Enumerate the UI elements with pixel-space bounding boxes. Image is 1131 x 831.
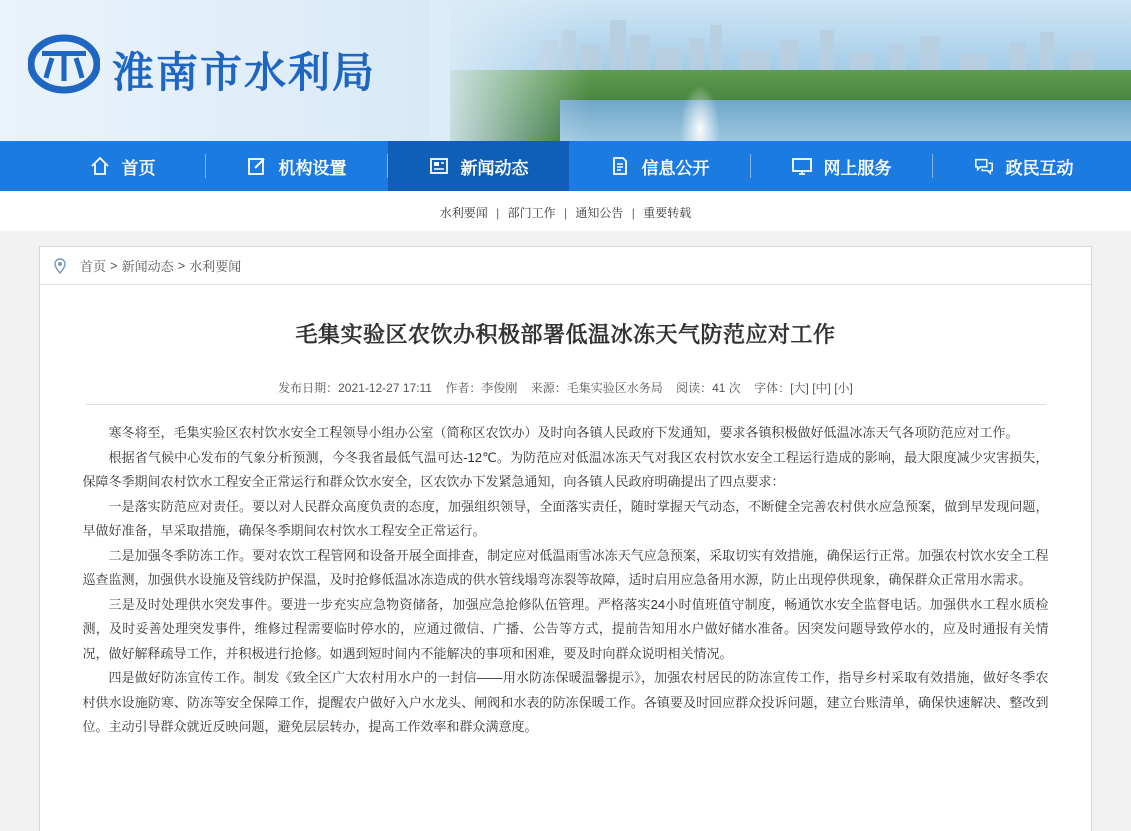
font-medium-button[interactable]: [中] bbox=[812, 381, 831, 395]
source: 毛集实验区水务局 bbox=[566, 381, 663, 395]
main-nav bbox=[0, 141, 1131, 191]
edit-icon bbox=[247, 156, 267, 176]
banner-lake bbox=[560, 100, 1131, 141]
banner-fade bbox=[430, 0, 590, 141]
nav-label: 机构设置 bbox=[278, 158, 347, 178]
home-icon bbox=[90, 156, 110, 176]
site-title[interactable]: 淮南市水利局 bbox=[112, 48, 377, 97]
author: 李俊刚 bbox=[481, 381, 518, 395]
publish-date: 2021-12-27 17:11 bbox=[338, 381, 432, 395]
subnav-department-work[interactable]: 部门工作 bbox=[507, 206, 556, 220]
article-meta bbox=[86, 379, 1046, 405]
article-paragraph: 二是加强冬季防冻工作。要对农饮工程管网和设备开展全面排查，制定应对低温雨雪冰冻天气应急预案，采取切实有效措施，确保运行正常。加强农村饮水安全工程巡查监测，加强供水设施及管线防护保温，及时抢修低温冰冻造成的供水管线塌弯冻裂等故障，适时启用应急备用水源，防止出现停供现象，确保群众正常用水需求。 bbox=[82, 547, 1049, 587]
nav-item-interaction[interactable] bbox=[933, 141, 1114, 191]
newspaper-icon bbox=[429, 156, 449, 176]
nav-item-home[interactable] bbox=[40, 141, 205, 191]
article-paragraph: 寒冬将至，毛集实验区农村饮水安全工程领导小组办公室（简称区农饮办）及时向各镇人民政府下发通知，要求各镇积极做好低温冰冻天气各项防范应对工作。 bbox=[108, 425, 1019, 440]
source-label: 来源： bbox=[530, 381, 567, 395]
document-icon bbox=[610, 156, 630, 176]
article-paragraph: 四是做好防冻宣传工作。制发《致全区广大农村用水户的一封信——用水防冻保暖温馨提示》，加强农村居民的防冻宣传工作，指导乡村采取有效措施，做好冬季农村供水设施防寒、防冻等安全保障工作，提醒农户做好入户水龙头、闸阀和水表的防冻保暖工作。各镇要及时回应群众投诉问题，建立台账清单，确保快速解决、整改到位。主动引导群众就近反映问题，避免层层转办，提高工作效率和群众满意度。 bbox=[82, 670, 1049, 734]
date-label: 发布日期： bbox=[278, 381, 339, 395]
chat-icon bbox=[974, 156, 994, 176]
location-pin-icon bbox=[52, 258, 68, 274]
views-unit: 次 bbox=[728, 381, 741, 395]
nav-item-online-service[interactable] bbox=[751, 141, 932, 191]
header-banner bbox=[0, 0, 1131, 141]
subnav-water-news[interactable]: 水利要闻 bbox=[439, 206, 488, 220]
subnav-notices[interactable]: 通知公告 bbox=[575, 206, 624, 220]
breadcrumb-separator: > bbox=[177, 258, 186, 273]
nav-label: 政民互动 bbox=[1005, 158, 1074, 178]
author-label: 作者： bbox=[445, 381, 482, 395]
article-container bbox=[39, 246, 1092, 831]
banner-fountain bbox=[680, 85, 720, 141]
nav-label: 信息公开 bbox=[641, 158, 710, 178]
sub-nav bbox=[0, 191, 1131, 231]
breadcrumb-news[interactable]: 新闻动态 bbox=[121, 259, 174, 274]
nav-label: 首页 bbox=[121, 158, 156, 178]
nav-label: 新闻动态 bbox=[460, 158, 529, 178]
article-body bbox=[83, 421, 1049, 740]
water-bureau-logo-icon[interactable] bbox=[28, 34, 100, 94]
breadcrumb-home[interactable]: 首页 bbox=[80, 259, 107, 274]
breadcrumb bbox=[40, 247, 1091, 285]
nav-item-organization[interactable] bbox=[206, 141, 387, 191]
subnav-reprints[interactable]: 重要转载 bbox=[643, 206, 692, 220]
subnav-separator: | bbox=[496, 206, 500, 220]
breadcrumb-separator: > bbox=[110, 258, 118, 273]
article-paragraph: 一是落实防范应对责任。要以对人民群众高度负责的态度，加强组织领导，全面落实责任，随时掌握天气动态，不断健全完善农村供水应急预案，做到早发现问题，早做好准备，早采取措施，确保冬季期间农村饮水工程安全正常运行。 bbox=[82, 498, 1049, 538]
font-small-button[interactable]: [小] bbox=[834, 381, 853, 395]
article-title: 毛集实验区农饮办积极部署低温冰冻天气防范应对工作 bbox=[295, 322, 836, 347]
article-paragraph: 三是及时处理供水突发事件。要进一步充实应急物资储备，加强应急抢修队伍管理。严格落实24小时值班值守制度，畅通饮水安全监督电话。加强供水工程水质检测，及时妥善处理突发事件，维修过程需要临时停水的，应通过微信、广播、公告等方式，提前告知用水户做好储水准备。因突发问题导致停水的，应及时通报有关情况，做好解释疏导工作，并积极进行抢修。如遇到短时间内不能解决的事项和困难，要及时向群众说明相关情况。 bbox=[82, 596, 1049, 661]
font-size-label: 字体： bbox=[754, 381, 791, 395]
views-label: 阅读： bbox=[676, 381, 713, 395]
nav-item-news[interactable] bbox=[388, 141, 569, 191]
subnav-separator: | bbox=[631, 206, 635, 220]
breadcrumb-water-news[interactable]: 水利要闻 bbox=[189, 259, 242, 274]
nav-label: 网上服务 bbox=[823, 158, 892, 178]
subnav-separator: | bbox=[563, 206, 568, 220]
article-paragraph: 根据省气候中心发布的气象分析预测，今冬我省最低气温可达-12℃。为防范应对低温冰冻天气对我区农村饮水安全工程运行造成的影响，最大限度减少灾害损失，保障冬季期间农村饮水工程安全正常运行和群众饮水安全，区农饮办下发紧急通知，向各镇人民政府明确提出了四点要求： bbox=[82, 449, 1049, 489]
monitor-icon bbox=[792, 156, 812, 176]
font-large-button[interactable]: [大] bbox=[790, 381, 809, 395]
view-count: 41 bbox=[712, 381, 726, 395]
nav-item-info-disclosure[interactable] bbox=[569, 141, 750, 191]
